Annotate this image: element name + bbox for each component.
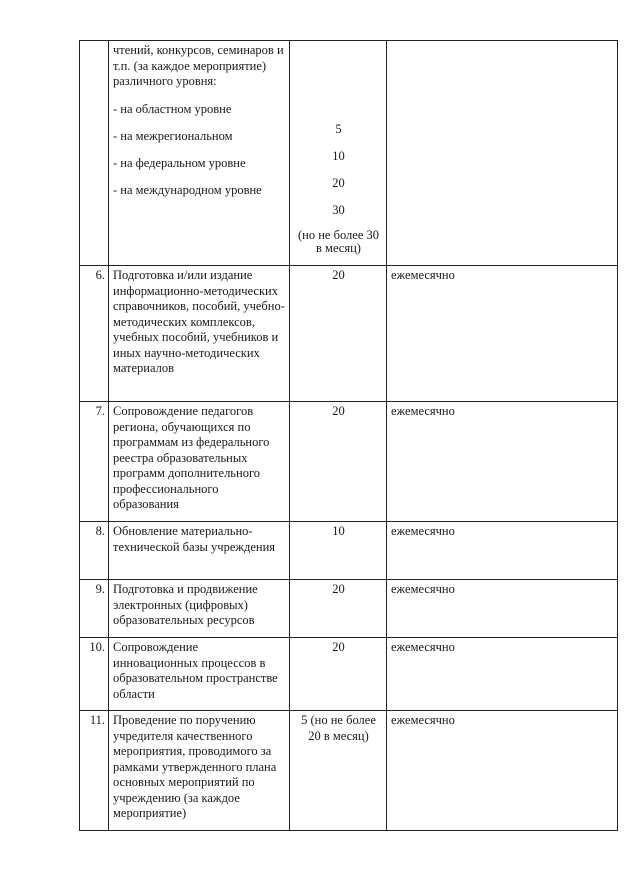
criterion-period: ежемесячно <box>387 711 618 831</box>
row-number: 6. <box>80 266 109 402</box>
table-row <box>80 638 618 711</box>
criterion-name: Подготовка и продвижение электронных (цифровых) образовательных ресурсов <box>109 580 290 638</box>
criterion-period: ежемесячно <box>387 638 618 711</box>
sub-item-value: 30 <box>332 203 345 217</box>
criterion-value: 20 <box>290 580 387 638</box>
criterion-name: Обновление материально-технической базы учреждения <box>109 522 290 580</box>
value-note: (но не более 30 в месяц) <box>298 228 379 255</box>
criterion-name: Проведение по поручению учредителя качественного мероприятия, проводимого за рамками утвержденного плана основных мероприятий по учреждению (за каждое мероприятие) <box>109 711 290 831</box>
criterion-period: ежемесячно <box>387 522 618 580</box>
sub-item-value: 10 <box>332 149 345 163</box>
criterion-value: 5 (но не более 20 в месяц) <box>290 711 387 831</box>
table-row <box>80 580 618 638</box>
criterion-value: 20 <box>290 402 387 522</box>
table-row-continuation <box>80 41 618 266</box>
sub-item-label: - на областном уровне <box>113 101 232 116</box>
sub-item-value: 20 <box>332 176 345 190</box>
value-cell <box>290 41 387 266</box>
sub-item-label: - на межрегиональном <box>113 128 233 143</box>
criterion-period: ежемесячно <box>387 580 618 638</box>
row-number: 8. <box>80 522 109 580</box>
criterion-period: ежемесячно <box>387 266 618 402</box>
criterion-value: 20 <box>290 266 387 402</box>
table-row <box>80 266 618 402</box>
criterion-text: чтений, конкурсов, семинаров и т.п. (за каждое мероприятие) различного уровня: <box>113 43 284 88</box>
criterion-name-cell <box>109 41 290 266</box>
table-row <box>80 522 618 580</box>
criterion-period: ежемесячно <box>387 402 618 522</box>
criterion-value: 10 <box>290 522 387 580</box>
criterion-name: Сопровождение инновационных процессов в образовательном пространстве области <box>109 638 290 711</box>
table-row <box>80 711 618 831</box>
row-number: 11. <box>80 711 109 831</box>
period-cell <box>387 41 618 266</box>
sub-item-value: 5 <box>335 122 342 136</box>
row-number: 10. <box>80 638 109 711</box>
sub-item-label: - на международном уровне <box>113 182 262 197</box>
table-row <box>80 402 618 522</box>
criterion-name: Подготовка и/или издание информационно-методических справочников, пособий, учебно-методических комплексов, учебных пособий, учебников и иных научно-методических материалов <box>109 266 290 402</box>
sub-item-label: - на федеральном уровне <box>113 155 246 170</box>
row-number: 9. <box>80 580 109 638</box>
row-number-cell <box>80 41 109 266</box>
criterion-value: 20 <box>290 638 387 711</box>
row-number: 7. <box>80 402 109 522</box>
criteria-table <box>79 40 618 831</box>
criterion-name: Сопровождение педагогов региона, обучающихся по программам из федерального реестра образовательных программ дополнительного профессионального образования <box>109 402 290 522</box>
